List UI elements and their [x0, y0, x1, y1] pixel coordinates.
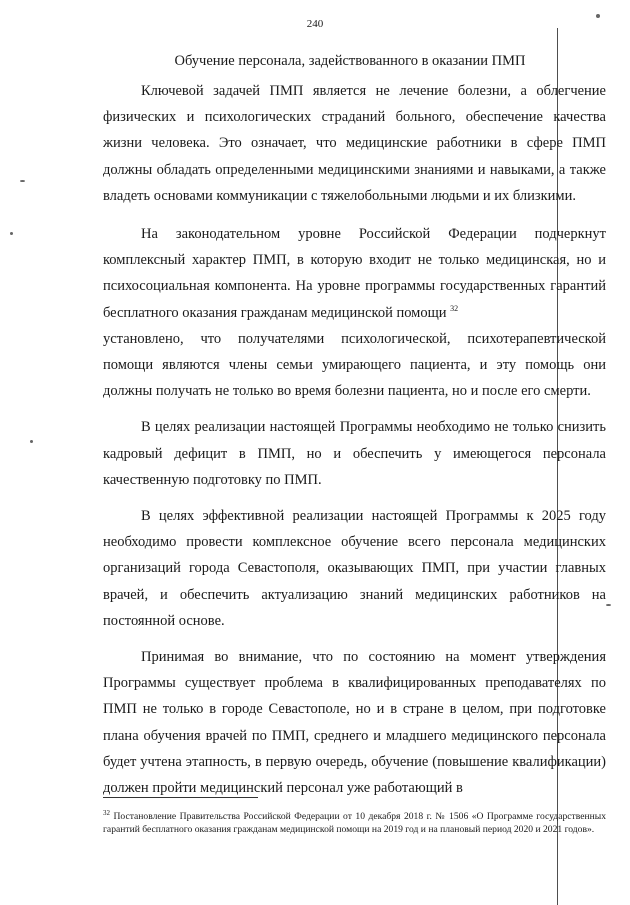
footnote-number: 32 [103, 809, 110, 817]
paragraph: Ключевой задачей ПМП является не лечение болезни, а облегчение физических и психологических страданий больного, обеспечение качества жизни человека. Это означает, что медицинские работники в сфере ПМП должны обладать определенными медицинскими знаниями и навыками, а также владеть основами коммуникации с тяжелобольными людьми и их близкими. [103, 83, 606, 204]
paragraph-text: На законодательном уровне Российской Федерации подчеркнут комплексный характер ПМП, в которую входит не только медицинская, но и психосоциальная компонента. На уровне программы государственных гарантий бесплатного оказания гражданам медицинской помощи [103, 226, 606, 321]
footnote [103, 810, 606, 836]
scan-artifact-dot [30, 440, 33, 443]
paragraph: Принимая во внимание, что по состоянию на момент утверждения Программы существует проблема в квалифицированных преподавателях по ПМП не только в городе Севастополе, но и в стране в целом, при подготовке плана обучения врачей по ПМП, среднего и младшего медицинского персонала будет учтена этапность, в первую очередь, обучение (повышение квалификации) должен пройти медицинский персонал уже работающий в [103, 649, 606, 797]
paragraph [103, 221, 606, 326]
paragraph: В целях эффективной реализации настоящей Программы к 2025 году необходимо провести комплексное обучение всего персонала медицинских организаций города Севастополя, оказывающих ПМП, при участии главных врачей, и обеспечить актуализацию знаний медицинских работников на постоянной основе. [103, 508, 606, 629]
scan-artifact-dot [20, 180, 25, 182]
scan-artifact-dot [10, 232, 13, 235]
section-heading: Обучение персонала, задействованного в оказании ПМП [174, 53, 526, 69]
footnote-text: Постановление Правительства Российской Федерации от 10 декабря 2018 г. № 1506 «О Программе государственных гарантий бесплатного оказания гражданам медицинской помощи на 2019 год и на плановый период 2020 и 2021 годов». [103, 811, 606, 835]
body-text [103, 78, 606, 811]
paragraph: В целях реализации настоящей Программы необходимо не только снизить кадровый дефицит в ПМП, но и обеспечить у имеющегося персонала качественную подготовку по ПМП. [103, 419, 606, 488]
scan-artifact-dot [606, 604, 611, 606]
paragraph: установлено, что получателями психологической, психотерапевтической помощи являются члены семьи умирающего пациента, и эту помощь они должны получать не только во время болезни пациента, но и после его смерти. [103, 330, 606, 400]
footnote-reference[interactable]: 32 [450, 303, 459, 313]
footnote-separator [103, 797, 258, 798]
page-number: 240 [306, 18, 324, 30]
